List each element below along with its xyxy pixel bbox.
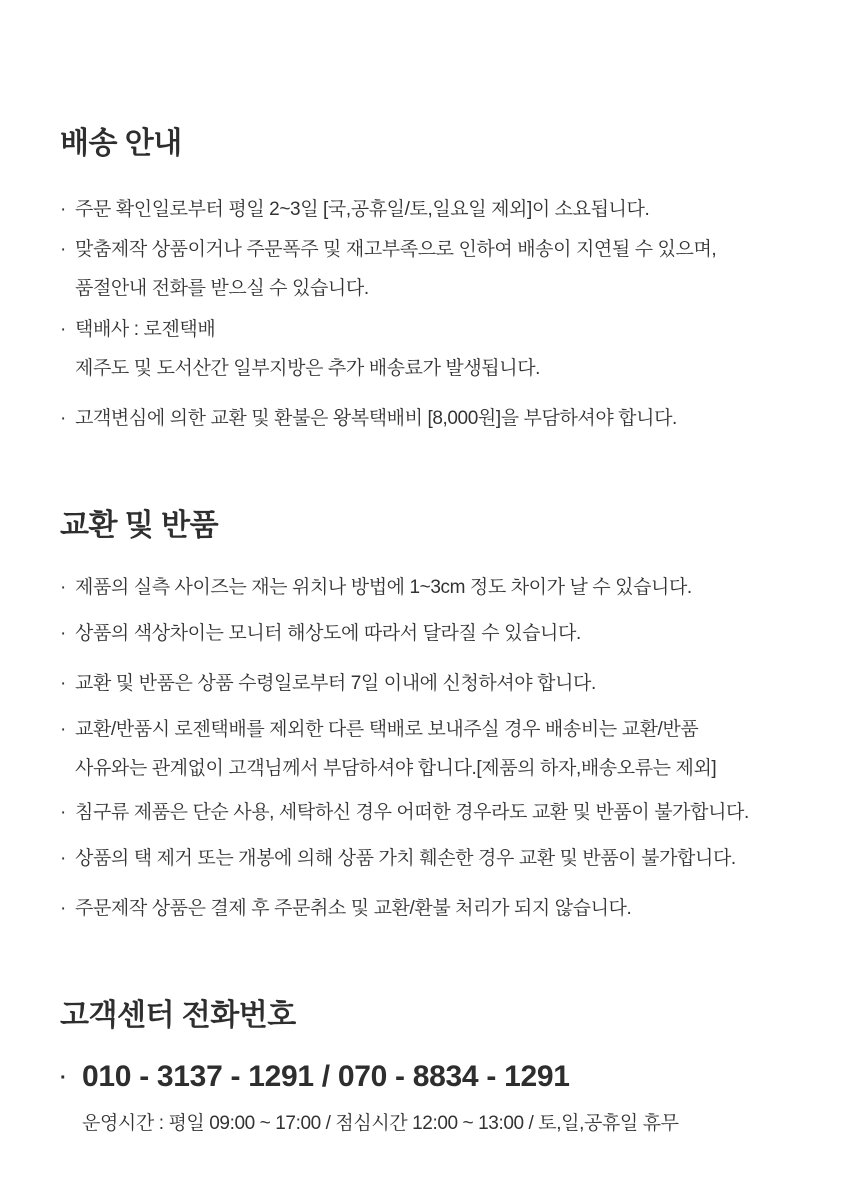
list-item — [60, 614, 840, 653]
list-item — [60, 399, 840, 438]
item-text: 품절안내 전화를 받으실 수 있습니다. — [75, 278, 369, 299]
item-text: 주문 확인일로부터 평일 2~3일 [국,공휴일/토,일요일 제외]이 소요됩니다. — [75, 199, 650, 220]
contact-heading: 고객센터 전화번호 — [60, 999, 296, 1032]
list-item — [60, 190, 840, 229]
item-text: 제품의 실측 사이즈는 재는 위치나 방법에 1~3cm 정도 차이가 날 수 있습니다. — [75, 577, 692, 598]
list-item — [60, 710, 840, 788]
operating-hours: 운영시간 : 평일 09:00 ~ 17:00 / 점심시간 12:00 ~ 13:00 / 토,일,공휴일 휴무 — [82, 1113, 679, 1134]
bullet: · — [60, 719, 66, 740]
bullet: · — [60, 802, 66, 823]
bullet: · — [60, 408, 66, 429]
list-item — [60, 230, 840, 308]
bullet: · — [60, 319, 66, 340]
list-item — [60, 310, 840, 388]
bullet: · — [60, 199, 66, 220]
item-text: 상품의 택 제거 또는 개봉에 의해 상품 가치 훼손한 경우 교환 및 반품이 불가합니다. — [75, 848, 736, 869]
list-item — [60, 793, 840, 832]
phone-numbers — [60, 1060, 570, 1094]
item-text: 고객변심에 의한 교환 및 환불은 왕복택배비 [8,000원]을 부담하셔야 합니다. — [75, 408, 677, 429]
bullet: · — [60, 623, 66, 644]
returns-heading: 교환 및 반품 — [60, 509, 219, 542]
bullet: · — [60, 848, 66, 869]
list-item — [60, 664, 840, 703]
shipping-heading: 배송 안내 — [60, 127, 182, 160]
bullet: · — [60, 577, 66, 598]
item-text: 사유와는 관계없이 고객님께서 부담하셔야 합니다.[제품의 하자,배송오류는 제외] — [75, 758, 717, 779]
item-text: 침구류 제품은 단순 사용, 세탁하신 경우 어떠한 경우라도 교환 및 반품이 불가합니다. — [75, 802, 749, 823]
item-text: 교환/반품시 로젠택배를 제외한 다른 택배로 보내주실 경우 배송비는 교환/반품 — [75, 719, 699, 740]
item-text: 제주도 및 도서산간 일부지방은 추가 배송료가 발생됩니다. — [75, 358, 541, 379]
item-text: 주문제작 상품은 결제 후 주문취소 및 교환/환불 처리가 되지 않습니다. — [75, 898, 632, 919]
bullet: · — [60, 1066, 67, 1089]
item-text: 맞춤제작 상품이거나 주문폭주 및 재고부족으로 인하여 배송이 지연될 수 있으며, — [75, 239, 717, 260]
item-text: 택배사 : 로젠택배 — [75, 319, 216, 340]
bullet: · — [60, 673, 66, 694]
item-text: 교환 및 반품은 상품 수령일로부터 7일 이내에 신청하셔야 합니다. — [75, 673, 596, 694]
phone-text: 010 - 3137 - 1291 / 070 - 8834 - 1291 — [82, 1060, 570, 1093]
bullet: · — [60, 898, 66, 919]
item-text: 상품의 색상차이는 모니터 해상도에 따라서 달라질 수 있습니다. — [75, 623, 581, 644]
bullet: · — [60, 239, 66, 260]
list-item — [60, 568, 840, 607]
list-item — [60, 889, 840, 928]
list-item — [60, 839, 840, 878]
